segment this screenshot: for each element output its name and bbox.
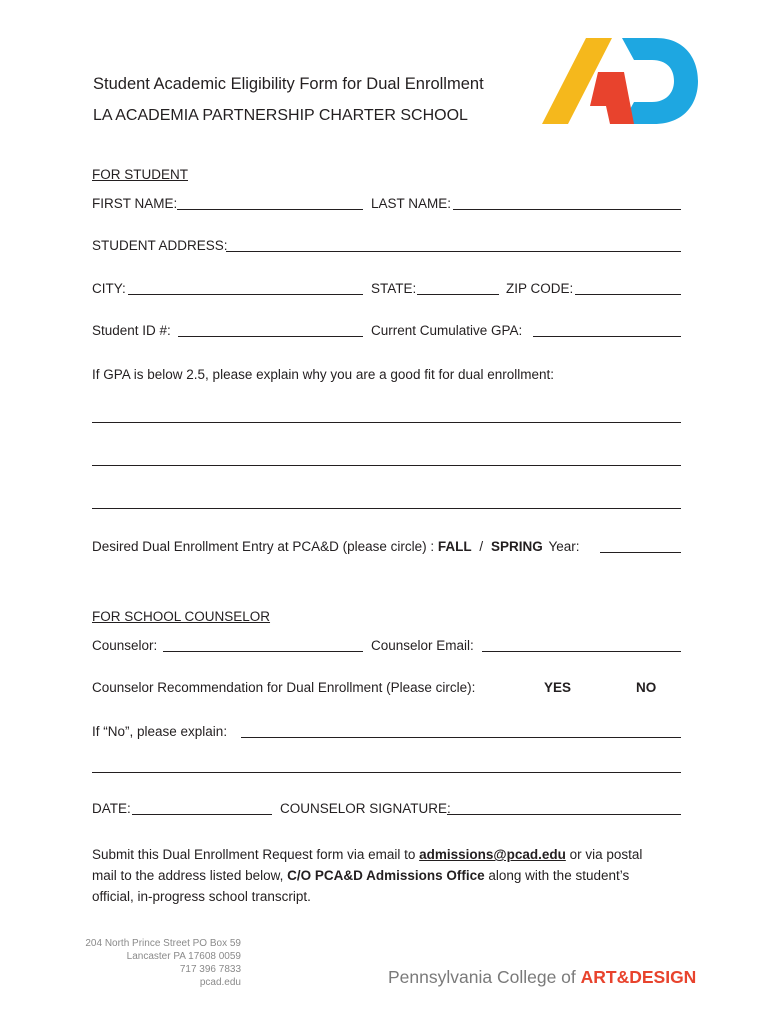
student-address-field[interactable]	[226, 251, 681, 252]
form-title: Student Academic Eligibility Form for Dual Enrollment	[93, 75, 484, 93]
instructions-text-3: mail to the address listed below,	[92, 868, 288, 883]
gpa-explain-line-2[interactable]	[92, 465, 681, 466]
entry-term-row	[92, 539, 580, 555]
counselor-label: Counselor:	[92, 638, 158, 653]
state-field[interactable]	[417, 294, 499, 295]
no-explain-field[interactable]	[241, 737, 681, 738]
instructions-text-5: official, in-progress school transcript.	[92, 889, 311, 904]
counselor-email-label: Counselor Email:	[371, 638, 474, 653]
counselor-email-field[interactable]	[482, 651, 681, 652]
recommendation-yes-option[interactable]: YES	[544, 680, 572, 695]
gpa-explain-line-3[interactable]	[92, 508, 681, 509]
signature-field[interactable]	[447, 814, 681, 815]
footer-address-line-1: 204 North Prince Street PO Box 59	[85, 938, 241, 949]
pcad-logo	[538, 36, 700, 126]
last-name-field[interactable]	[453, 209, 681, 210]
gpa-explain-line-1[interactable]	[92, 422, 681, 423]
no-explain-label: If “No”, please explain:	[92, 724, 228, 739]
student-id-field[interactable]	[178, 336, 363, 337]
counselor-field[interactable]	[163, 651, 363, 652]
footer-brand-prefix: Pennsylvania College of	[388, 967, 581, 987]
spring-option[interactable]: SPRING	[490, 539, 543, 554]
submission-instructions	[92, 844, 642, 907]
no-explain-line-2[interactable]	[92, 772, 681, 773]
recommendation-prompt: Counselor Recommendation for Dual Enrollment (Please circle):	[92, 680, 476, 695]
admissions-office: C/O PCA&D Admissions Office	[287, 868, 485, 883]
student-address-label: STUDENT ADDRESS:	[92, 238, 228, 253]
date-field[interactable]	[132, 814, 272, 815]
gpa-field[interactable]	[533, 336, 681, 337]
logo-d-shape	[622, 38, 698, 124]
gpa-label: Current Cumulative GPA:	[371, 323, 523, 338]
footer-website[interactable]: pcad.edu	[199, 977, 241, 988]
school-name: LA ACADEMIA PARTNERSHIP CHARTER SCHOOL	[93, 107, 468, 124]
admissions-email-link[interactable]: admissions@pcad.edu	[419, 847, 566, 862]
date-label: DATE:	[92, 801, 131, 816]
zip-code-field[interactable]	[575, 294, 681, 295]
instructions-text-4: along with the student’s	[484, 868, 630, 883]
recommendation-no-option[interactable]: NO	[636, 680, 657, 695]
signature-label: COUNSELOR SIGNATURE:	[280, 801, 451, 816]
zip-code-label: ZIP CODE:	[506, 281, 574, 296]
logo-a-red-shape	[590, 72, 634, 124]
footer-phone: 717 396 7833	[179, 964, 241, 975]
last-name-label: LAST NAME:	[371, 196, 452, 211]
instructions-text-1: Submit this Dual Enrollment Request form via email to	[92, 847, 420, 862]
first-name-field[interactable]	[177, 209, 363, 210]
footer-address-line-2: Lancaster PA 17608 0059	[126, 951, 241, 962]
state-label: STATE:	[371, 281, 417, 296]
footer-address	[60, 937, 241, 989]
student-section-title: FOR STUDENT	[92, 167, 188, 182]
year-field[interactable]	[600, 552, 681, 553]
term-separator: /	[479, 539, 484, 554]
first-name-label: FIRST NAME:	[92, 196, 178, 211]
entry-term-prompt: Desired Dual Enrollment Entry at PCA&D (please circle) :	[92, 539, 435, 554]
gpa-explain-prompt: If GPA is below 2.5, please explain why you are a good fit for dual enrollment:	[92, 367, 555, 382]
footer-brand-accent: ART&DESIGN	[580, 967, 697, 987]
footer-brand	[388, 967, 696, 988]
year-label: Year:	[548, 539, 580, 554]
instructions-text-2: or via postal	[565, 847, 643, 862]
city-label: CITY:	[92, 281, 126, 296]
city-field[interactable]	[128, 294, 363, 295]
counselor-section-title: FOR SCHOOL COUNSELOR	[92, 609, 271, 624]
fall-option[interactable]: FALL	[437, 539, 472, 554]
student-id-label: Student ID #:	[92, 323, 171, 338]
